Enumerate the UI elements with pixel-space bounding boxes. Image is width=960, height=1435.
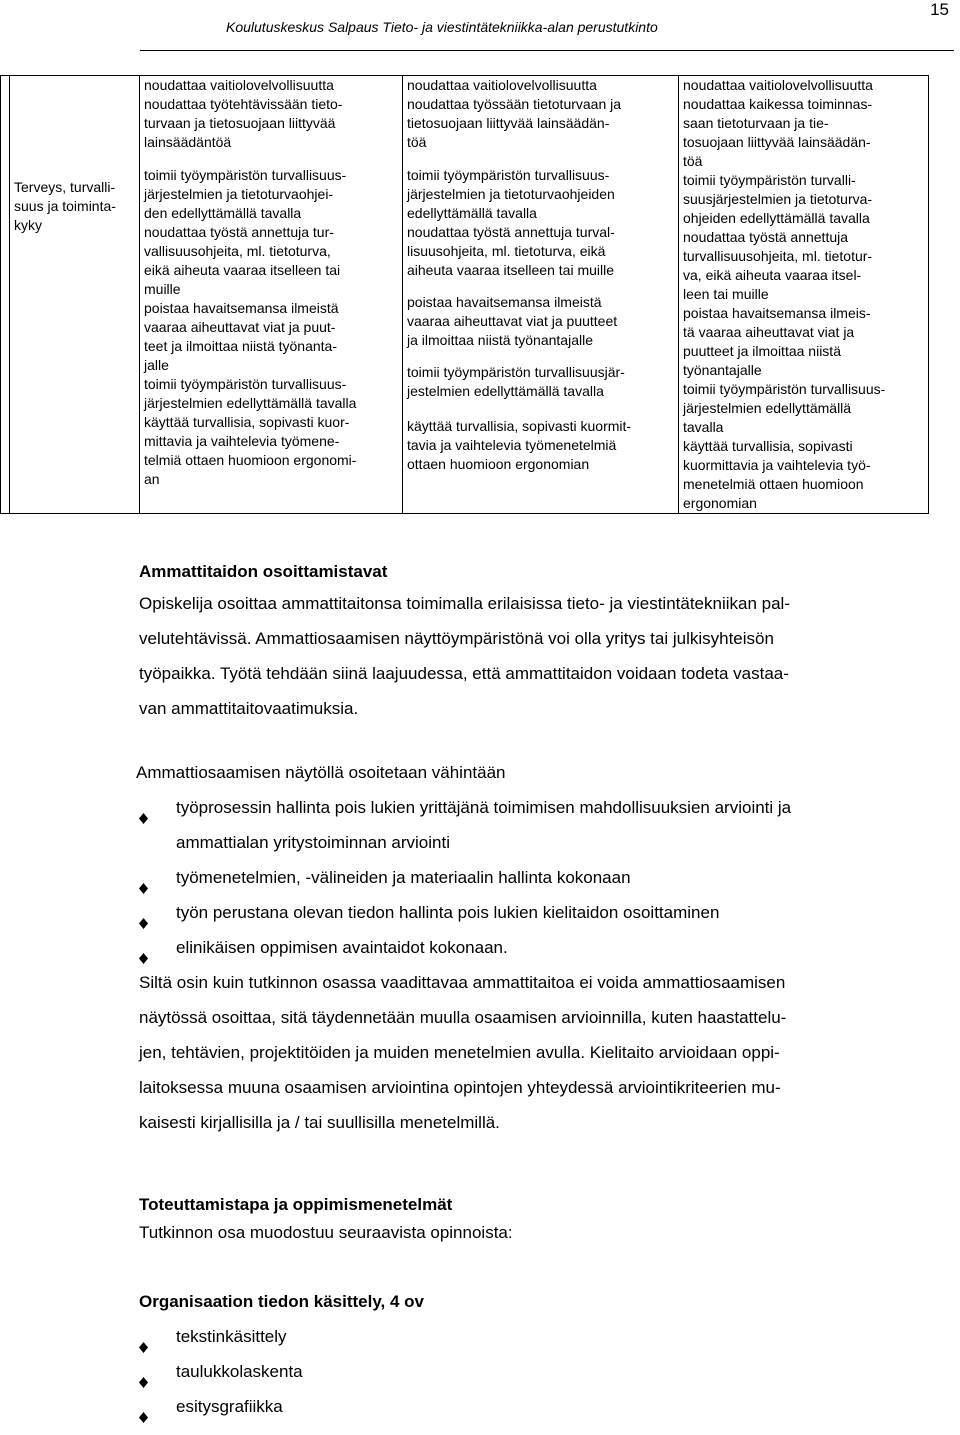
section-implementation bbox=[139, 1191, 939, 1247]
page-number: 15 bbox=[930, 0, 949, 19]
criterion: toimii työympäristön turvallisuus- järjestelmien ja tietoturvaohjei- den edellyttämällä tavalla bbox=[144, 167, 347, 221]
bullet-list bbox=[139, 790, 939, 965]
section-demonstration bbox=[136, 755, 939, 1140]
area-cell bbox=[10, 76, 140, 514]
criterion: toimii työympäristön turvallisuus- järjestelmien ja tietoturvaohjeiden edellyttämällä tavalla bbox=[407, 167, 615, 221]
list-item: elinikäisen oppimisen avaintaidot kokonaan. bbox=[139, 930, 939, 965]
criterion: noudattaa työssään tietoturvaan ja tietosuojaan liittyvää lainsäädän- töä bbox=[407, 96, 622, 150]
criterion: noudattaa työstä annettuja turvallisuusohjeita, ml. tietotur- va, eikä aiheuta vaaraa itsel- leen tai muille bbox=[683, 229, 873, 302]
section-paragraph: Siltä osin kuin tutkinnon osassa vaadittavaa ammattitaitoa ei voida ammattiosaamisen näytössä osoittaa, sitä täydennetään muulla osaamisen arvioinnilla, kuten haastattelu- jen, tehtävien, projektitöiden ja muiden menetelmien avulla. Kielitaito arvioidaan oppi- laitoksessa muuna osaamisen arviointina opintojen yhteydessä arviointikriteerien mu- kaisesti kirjallisilla ja / tai suullisilla menetelmillä. bbox=[139, 973, 787, 1132]
criterion: toimii työympäristön turvallisuusjär- jestelmien edellyttämällä tavalla bbox=[407, 364, 625, 399]
criterion: noudattaa työstä annettuja tur- vallisuusohjeita, ml. tietoturva, eikä aiheuta vaaraa itselleen tai muille bbox=[144, 224, 341, 297]
bullet-list bbox=[139, 1319, 939, 1424]
criterion: noudattaa vaitiolovelvollisuutta bbox=[144, 77, 334, 93]
list-item: työprosessin hallinta pois lukien yrittäjänä toimimisen mahdollisuuksien arviointi ja ammattialan yritystoiminnan arviointi bbox=[139, 790, 939, 860]
diamond-bullet-icon bbox=[139, 1400, 148, 1411]
diamond-bullet-icon bbox=[139, 1365, 148, 1376]
criterion: poistaa havaitsemansa ilmeistä vaaraa aiheuttavat viat ja puut- teet ja ilmoittaa niistä työnanta- jalle bbox=[144, 300, 339, 373]
section-heading: Ammattitaidon osoittamistavat bbox=[139, 562, 388, 581]
section-assessment bbox=[139, 558, 939, 726]
section-heading: Toteuttamistapa ja oppimismenetelmät bbox=[139, 1195, 453, 1214]
blank-cell bbox=[1, 76, 10, 514]
criteria-column-3 bbox=[679, 76, 929, 514]
criterion: poistaa havaitsemansa ilmeis- tä vaaraa aiheuttavat viat ja puutteet ja ilmoittaa niistä työnantajalle bbox=[683, 305, 871, 378]
area-label: Terveys, turvalli- suus ja toiminta- kyky bbox=[14, 179, 116, 233]
list-item: työn perustana olevan tiedon hallinta pois lukien kielitaidon osoittaminen bbox=[139, 895, 939, 930]
criterion: poistaa havaitsemansa ilmeistä vaaraa aiheuttavat viat ja puutteet ja ilmoittaa niistä työnantajalle bbox=[407, 294, 618, 348]
criteria-table bbox=[0, 75, 929, 514]
table-row bbox=[1, 76, 929, 514]
criterion: noudattaa työstä annettuja turval- lisuusohjeita, ml. tietoturva, eikä aiheuta vaaraa itselleen tai muille bbox=[407, 224, 615, 278]
criterion: toimii työympäristön turvallisuus- järjestelmien edellyttämällä tavalla bbox=[683, 381, 886, 435]
section-paragraph: Opiskelija osoittaa ammattitaitonsa toimimalla erilaisissa tieto- ja viestintätekniikan pal- velutehtävissä. Ammattiosaamisen näyttöympäristönä voi olla yritys tai julkisyhteisön työpaikka. Työtä tehdään siinä laajuudessa, että ammattitaidon voidaan todeta vastaa- van ammattitaitovaatimuksia. bbox=[139, 594, 790, 718]
criteria-column-2 bbox=[403, 76, 679, 514]
list-item: esitysgrafiikka bbox=[139, 1389, 939, 1424]
document-header: Koulutuskeskus Salpaus Tieto- ja viestintätekniikka-alan perustutkinto bbox=[226, 19, 658, 35]
diamond-bullet-icon bbox=[139, 871, 148, 882]
list-item: taulukkolaskenta bbox=[139, 1354, 939, 1389]
diamond-bullet-icon bbox=[139, 906, 148, 917]
criterion: noudattaa vaitiolovelvollisuutta bbox=[407, 77, 597, 93]
section-studies bbox=[139, 1288, 939, 1424]
list-item: tekstinkäsittely bbox=[139, 1319, 939, 1354]
criterion: noudattaa työtehtävissään tieto- turvaan ja tietosuojaan liittyvää lainsäädäntöä bbox=[144, 96, 343, 150]
criterion: käyttää turvallisia, sopivasti kuormit- tavia ja vaihtelevia työmenetelmiä ottaen huomioon ergonomian bbox=[407, 418, 632, 472]
diamond-bullet-icon bbox=[139, 941, 148, 952]
diamond-bullet-icon bbox=[139, 801, 148, 812]
criterion: käyttää turvallisia, sopivasti kuor- mittavia ja vaihtelevia työmene- telmiä ottaen huomioon ergonomi- an bbox=[144, 414, 357, 487]
section-intro: Ammattiosaamisen näytöllä osoitetaan vähintään bbox=[136, 763, 506, 782]
criterion: toimii työympäristön turvalli- suusjärjestelmien ja tietoturva- ohjeiden edellyttämällä tavalla bbox=[683, 172, 873, 226]
section-heading: Organisaation tiedon käsittely, 4 ov bbox=[139, 1292, 424, 1311]
section-paragraph: Tutkinnon osa muodostuu seuraavista opinnoista: bbox=[139, 1223, 513, 1242]
list-item: työmenetelmien, -välineiden ja materiaalin hallinta kokonaan bbox=[139, 860, 939, 895]
header-rule bbox=[140, 50, 954, 51]
criterion: toimii työympäristön turvallisuus- järjestelmien edellyttämällä tavalla bbox=[144, 376, 357, 411]
criterion: noudattaa vaitiolovelvollisuutta bbox=[683, 77, 873, 93]
criterion: käyttää turvallisia, sopivasti kuormittavia ja vaihtelevia työ- menetelmiä ottaen huomioon ergonomian bbox=[683, 438, 871, 511]
criteria-column-1 bbox=[140, 76, 403, 514]
diamond-bullet-icon bbox=[139, 1330, 148, 1341]
criterion: noudattaa kaikessa toiminnas- saan tietoturvaan ja tie- tosuojaan liittyvää lainsäädän- töä bbox=[683, 96, 873, 169]
